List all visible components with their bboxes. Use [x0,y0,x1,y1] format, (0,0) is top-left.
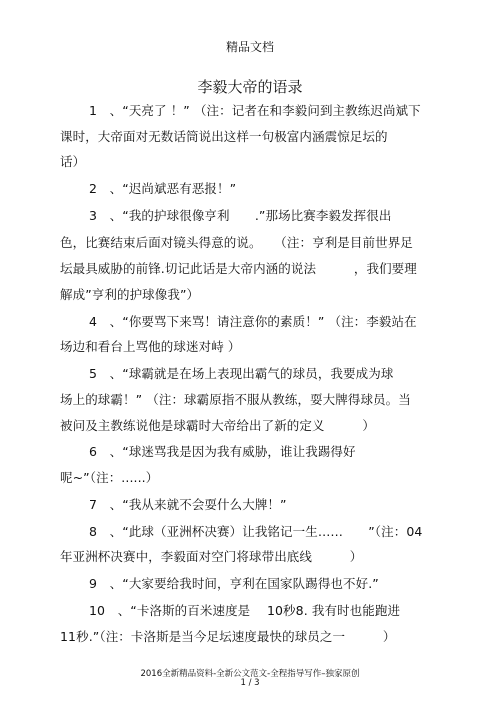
text-line: 被问及主教练说他是球霸时大帝给出了新的定义 ） [60,418,376,433]
text-line: 11秒.”（注：卡洛斯是当今足坛速度最快的球员之一 ） [60,629,396,644]
text-line: 2 、“迟尚斌恶有恶报！” [89,181,237,196]
text-line: 9 、“大家要给我时间，亨利在国家队踢得也不好.” [89,576,379,591]
text-line: 色，比赛结束后面对镜头得意的说。 （注：亨利是目前世界足 [60,235,413,250]
text-line: 6 、“球迷骂我是因为我有威胁，谁让我踢得好 [89,444,356,459]
text-line: 3 、“我的护球很像亨利 .”那场比赛李毅发挥很出 [89,208,392,223]
footer-note: 2016全新精品资料-全新公文范文-全程指导写作–独家原创 [140,669,360,679]
text-line: 坛最具威胁的前锋.切记此话是大帝内涵的说法 ，我们要理 [60,261,417,276]
text-line: 话） [60,154,86,169]
page-header: 精品文档 [225,40,274,54]
text-line: 解成”亨利的护球像我”） [60,287,200,302]
text-line: 年亚洲杯决赛中，李毅面对空门将球带出底线 ） [60,549,363,564]
text-line: 1 、“天亮了 ！” （注：记者在和李毅问到主教练迟尚斌下 [89,103,421,118]
text-line: 课时，大帝面对无数话筒说出这样一句极富内涵震惊足坛的 [60,129,388,144]
text-line: 呢~”（注：......） [60,470,159,485]
text-line: 场上的球霸！” （注：球霸原指不服从教练，耍大牌得球员。当 [60,392,411,407]
text-line: 7 、“我从来就不会耍什么大牌！” [89,497,287,512]
document-title: 李毅大帝的语录 [197,78,303,96]
text-line: 4 、“你要骂下来骂！请注意你的素质！” （注：李毅站在 [89,314,417,329]
page-number: 1 / 3 [240,678,260,688]
text-line: 场边和看台上骂他的球迷对峙 ） [60,339,241,354]
text-line: 10 、“卡洛斯的百米速度是 10秒8. 我有时也能跑进 [89,603,401,618]
text-line: 5 、“球霸就是在场上表现出霸气的球员，我要成为球 [89,366,394,381]
text-line: 8 、“此球（亚洲杯决赛）让我铭记一生…… ”（注：04 [89,524,423,539]
